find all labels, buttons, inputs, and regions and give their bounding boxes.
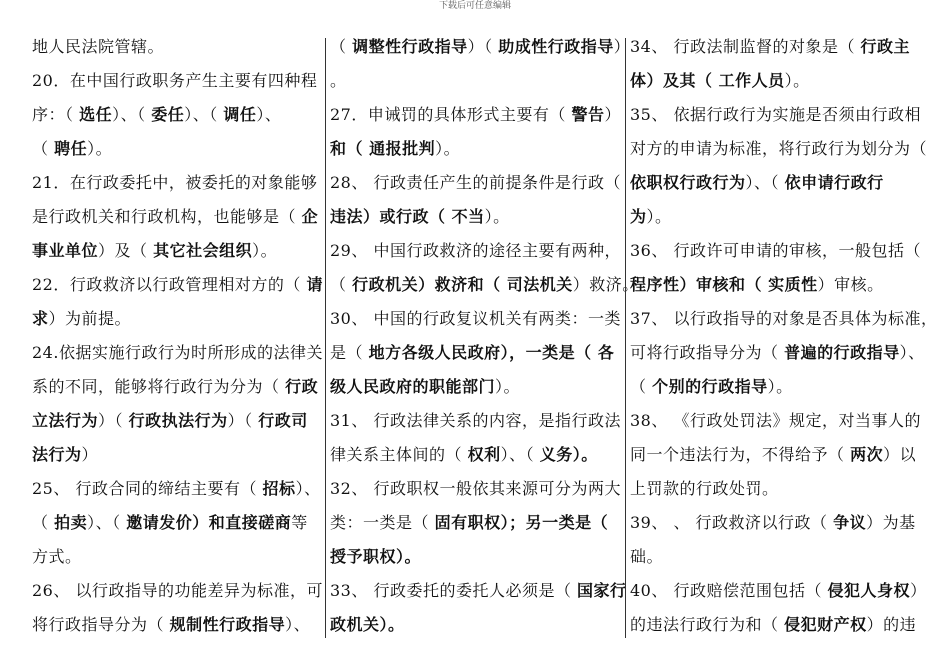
question-text: 同一个违法行为，不得给予（ (630, 445, 851, 464)
text-line (32, 404, 320, 438)
answer-text: 行政执法行为 (128, 411, 228, 430)
text-line (330, 200, 620, 234)
answer-text: 法行为 (32, 445, 82, 464)
text-line (630, 132, 928, 166)
question-text: 方式。 (32, 547, 82, 566)
answer-text: 立法行为 (32, 411, 99, 430)
question-text: 37、 以行政指导的对象是否具体为标准， (630, 309, 938, 328)
answer-text: 事业单位 (32, 241, 99, 260)
question-text: 对方的申请为标准，将行政行为划分为（ (630, 139, 928, 158)
answer-text: 侵犯财产权 (784, 615, 867, 634)
question-text: 33、 行政委托的委托人必须是（ (330, 581, 578, 600)
question-text: ）。 (495, 377, 521, 396)
answer-text: 权利 (467, 445, 501, 464)
text-line (330, 234, 620, 268)
question-text: 等 (291, 513, 308, 532)
question-text: 31、 行政法律关系的内容，是指行政法 (330, 411, 621, 430)
text-line (630, 336, 925, 370)
question-text: 25、 行政合同的缔结主要有（ (32, 479, 263, 498)
question-text: ）、 (295, 479, 321, 498)
question-text: 可将行政指导分为（ (630, 343, 785, 362)
question-text: ）及（ (98, 241, 154, 260)
answer-text: ）及其（ (646, 71, 719, 90)
answer-text: 授予职权 (330, 547, 397, 566)
text-line (330, 438, 620, 472)
text-line (32, 608, 320, 642)
text-line (330, 64, 620, 98)
question-text: ）、（ (745, 173, 785, 192)
answer-text: 其它社会组织 (153, 241, 253, 260)
text-line (630, 574, 927, 608)
text-line (630, 472, 922, 506)
text-line (32, 30, 320, 64)
question-text: （ (330, 37, 353, 56)
question-text: 28、 行政责任产生的前提条件是行政（ (330, 173, 621, 192)
question-text: （ (32, 513, 55, 532)
text-line (32, 506, 320, 540)
text-line (630, 200, 922, 234)
question-text: ） (81, 445, 99, 464)
answer-text: 聘任 (54, 139, 88, 158)
text-line (630, 540, 922, 574)
question-text: ）的违 (866, 615, 917, 634)
question-text: 律关系主体间的（ (330, 445, 468, 464)
question-text: 32、 行政职权一般依其来源可分为两大 (330, 479, 621, 498)
answer-text: ）。 (396, 547, 422, 566)
page-header: 下载后可任意编辑 (438, 1, 511, 11)
text-line (330, 506, 620, 540)
question-text: 39、 、 行政救济以行政（ (630, 513, 834, 532)
text-line (32, 268, 323, 302)
text-line (32, 370, 320, 404)
answer-text: 个别的行政指导 (652, 377, 768, 396)
text-line (330, 132, 620, 166)
text-line (630, 608, 922, 642)
text-line (330, 370, 620, 404)
text-line (330, 574, 627, 608)
question-text: ） (910, 581, 927, 600)
answer-text: 义务 (539, 445, 573, 464)
question-text: 40、 行政赔偿范围包括（ (630, 581, 828, 600)
text-line (330, 472, 620, 506)
answer-text: 程序性 (630, 275, 680, 294)
answer-text: 行政司 (258, 411, 308, 430)
answer-text: ）；另一类是（ (500, 513, 609, 532)
answer-text: 行政主 (860, 37, 911, 56)
question-text: ）。 (646, 207, 672, 226)
question-text: ）。 (87, 139, 113, 158)
question-text: 类：一类是（ (330, 513, 435, 532)
question-text: 。 (330, 71, 347, 90)
answer-text: 规制性行政指导 (169, 615, 286, 634)
question-text: 30、 中国的行政复议机关有两类：一类 (330, 309, 621, 328)
answer-text: 普遍的行政指导 (784, 343, 900, 362)
question-text: 的违法行政行为和（ (630, 615, 785, 634)
text-line (630, 404, 922, 438)
question-text: 24.依据实施行政行为时所形成的法律关 (32, 343, 323, 362)
answer-text: 调任 (223, 105, 257, 124)
text-line (32, 574, 323, 608)
text-column-right (630, 30, 938, 670)
question-text: 22．行政救济以行政管理相对方的（ (32, 275, 307, 294)
answer-text: 助成性行政指导 (498, 37, 614, 56)
answer-text: 工作人员 (718, 71, 785, 90)
answer-text: ）。 (572, 445, 598, 464)
text-line (630, 302, 938, 336)
question-text: 27．申诫罚的具体形式主要有（ (330, 105, 572, 124)
text-line (330, 608, 620, 642)
question-text: ）、（ (112, 105, 152, 124)
answer-text: 拍卖 (54, 513, 88, 532)
answer-text: 邀请发价 (126, 513, 193, 532)
text-line (330, 166, 620, 200)
text-line (330, 30, 631, 64)
question-text: ）、 (899, 343, 925, 362)
answer-text: 两次 (850, 445, 884, 464)
answer-text: 不当 (451, 207, 485, 226)
question-text: 21．在行政委托中，被委托的对象能够 (32, 173, 318, 192)
answer-text: ）或行政（ (363, 207, 452, 226)
answer-text: 依申请行政行 (784, 173, 884, 192)
text-line (630, 98, 922, 132)
answer-text: 选任 (79, 105, 113, 124)
question-text: ）（ (467, 37, 499, 56)
answer-text: 争议 (833, 513, 867, 532)
question-text: 26、 以行政指导的功能差异为标准，可 (32, 581, 323, 600)
text-line (630, 506, 922, 540)
answer-text: 为 (630, 207, 647, 226)
answer-text: ）。 (379, 615, 405, 634)
answer-text: 调整性行政指导 (352, 37, 468, 56)
answer-text: 行政机关 (352, 275, 419, 294)
answer-text: 体 (630, 71, 647, 90)
column-divider (325, 38, 326, 638)
answer-text: 各 (597, 343, 615, 362)
question-text: ）以 (883, 445, 917, 464)
text-line (32, 540, 320, 574)
question-text: ）。 (767, 377, 793, 396)
question-text: ）。 (435, 139, 461, 158)
question-text: ） (613, 37, 631, 56)
question-text: 上罚款的行政处罚。 (630, 479, 779, 498)
question-text: ）审核。 (817, 275, 884, 294)
question-text: （ (32, 139, 55, 158)
question-text: ）救济。 (572, 275, 639, 294)
text-line (330, 336, 620, 370)
text-line (32, 336, 323, 370)
question-text: 36、 行政许可申请的审核，一般包括（ (630, 241, 921, 260)
text-line (32, 302, 320, 336)
question-text: （ (630, 377, 653, 396)
question-text: ）。 (784, 71, 810, 90)
question-text: 35、 依据行政行为实施是否须由行政相 (630, 105, 921, 124)
text-line (630, 64, 922, 98)
question-text: ）。 (252, 241, 278, 260)
answer-text: 依职权行政行为 (630, 173, 746, 192)
answer-text: 和（ (330, 139, 370, 158)
text-line (32, 64, 320, 98)
question-text: 38、 《行政处罚法》规定，对当事人的 (630, 411, 921, 430)
text-line (32, 132, 320, 166)
answer-text: ）救济和（ (418, 275, 507, 294)
answer-text: 国家行 (577, 581, 627, 600)
answer-text: 求 (32, 309, 49, 328)
question-text: 是（ (330, 343, 369, 362)
answer-text: 委任 (151, 105, 185, 124)
question-text: 是行政机关和行政机构，也能够是（ (32, 207, 302, 226)
answer-text: 司法机关 (506, 275, 573, 294)
answer-text: 固有职权 (434, 513, 501, 532)
answer-text: 企 (301, 207, 319, 226)
text-column-left (32, 30, 323, 670)
answer-text: 警告 (571, 105, 605, 124)
question-text: （ (330, 275, 353, 294)
question-text: ）（ (98, 411, 129, 430)
question-text: ）为基 (866, 513, 916, 532)
text-line (630, 370, 922, 404)
question-text: ）、（ (87, 513, 127, 532)
text-column-middle (330, 30, 639, 670)
text-line (330, 268, 639, 302)
text-line (630, 234, 922, 268)
answer-text: 级人民政府的职能部门 (330, 377, 496, 396)
text-line (330, 302, 620, 336)
answer-text: 行政 (285, 377, 319, 396)
text-line (32, 472, 320, 506)
text-line (330, 540, 620, 574)
question-text: ） (604, 105, 621, 124)
text-line (32, 234, 320, 268)
answer-text: 侵犯人身权 (827, 581, 911, 600)
answer-text: ），一类是（ (500, 343, 598, 362)
question-text: 将行政指导分为（ (32, 615, 170, 634)
question-text: 系的不同，能够将行政行为分为（ (32, 377, 286, 396)
question-text: ）、 (285, 615, 311, 634)
question-text: ）。 (484, 207, 510, 226)
text-line (630, 438, 922, 472)
question-text: ）为前提。 (48, 309, 132, 328)
question-text: ）、（ (500, 445, 540, 464)
answer-text: ）和直接磋商 (192, 513, 292, 532)
answer-text: 通报批判 (369, 139, 436, 158)
column-divider (625, 38, 626, 638)
question-text: 地人民法院管辖。 (32, 37, 165, 56)
question-text: ）、（ (184, 105, 224, 124)
answer-text: 实质性 (768, 275, 818, 294)
question-text: 34、 行政法制监督的对象是（ (630, 37, 861, 56)
text-line (32, 98, 320, 132)
question-text: 20．在中国行政职务产生主要有四种程 (32, 71, 318, 90)
question-text: 序：（ (32, 105, 80, 124)
text-line (330, 98, 620, 132)
text-line (630, 30, 922, 64)
question-text: ）、 (256, 105, 282, 124)
answer-text: 地方各级人民政府 (368, 343, 501, 362)
answer-text: 招标 (262, 479, 296, 498)
text-line (32, 438, 320, 472)
answer-text: 政机关 (330, 615, 380, 634)
question-text: ）（ (227, 411, 259, 430)
text-line (330, 404, 620, 438)
text-line (630, 268, 922, 302)
answer-text: 违法 (330, 207, 364, 226)
question-text: 础。 (630, 547, 664, 566)
answer-text: ）审核和（ (679, 275, 769, 294)
answer-text: 请 (306, 275, 323, 294)
text-line (32, 200, 320, 234)
question-text: 29、 中国行政救济的途径主要有两种， (330, 241, 621, 260)
text-line (630, 166, 922, 200)
text-line (32, 166, 320, 200)
